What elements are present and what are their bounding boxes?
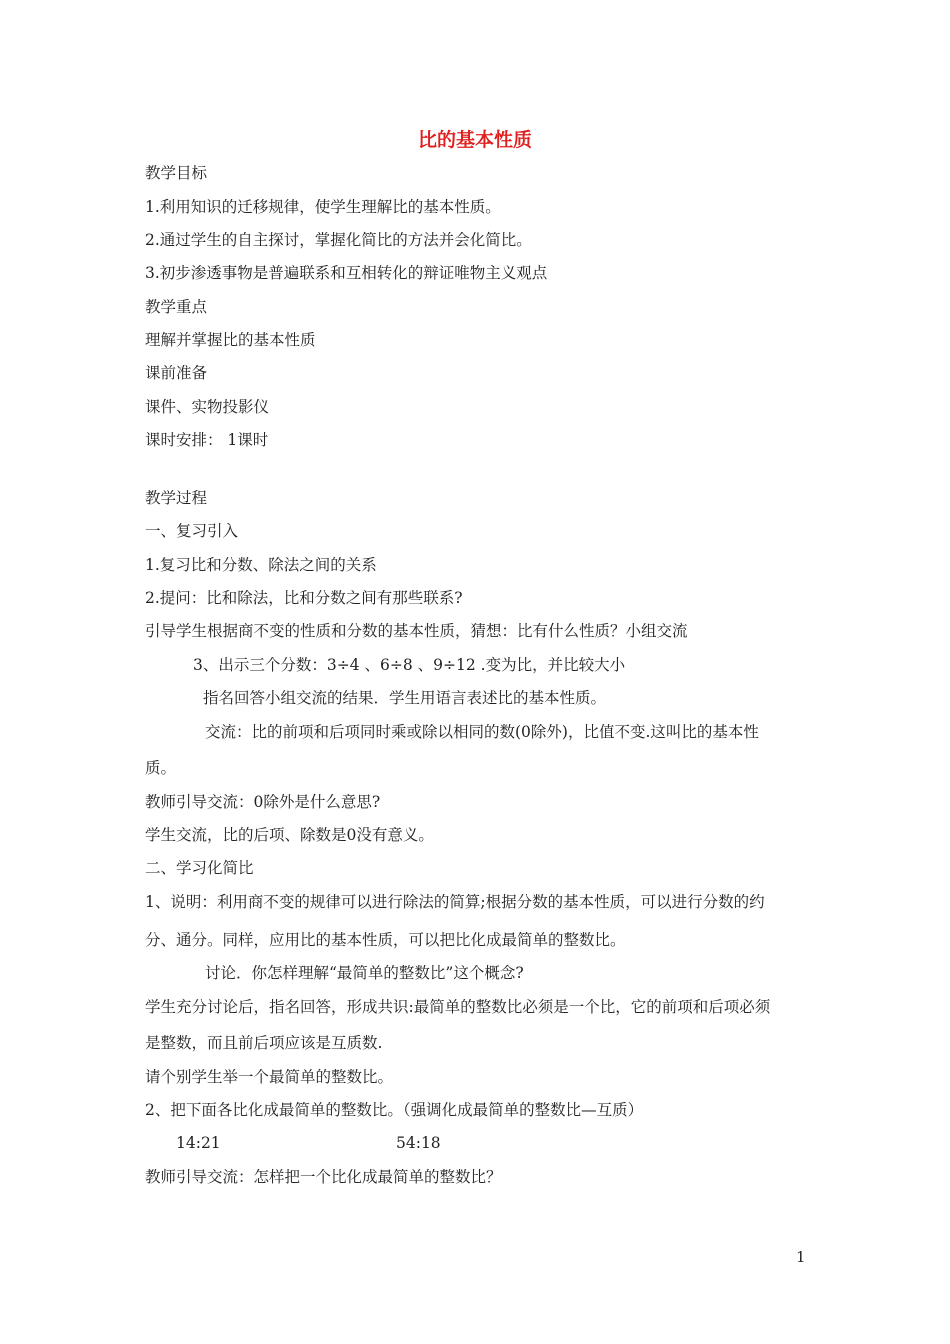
- key-point-text: 理解并掌握比的基本性质: [145, 331, 316, 349]
- heading-teaching-goals: 教学目标: [145, 164, 208, 182]
- paragraph: 分、通分。同样，应用比的基本性质，可以把比化成最简单的整数比。: [145, 931, 626, 949]
- paragraph: 讨论．你怎样理解“最简单的整数比”这个概念?: [205, 964, 524, 982]
- paragraph: 请个别学生举一个最简单的整数比。: [145, 1068, 394, 1086]
- ratio-example-a: 14:21: [176, 1134, 221, 1152]
- ratio-example-b: 54:18: [396, 1134, 441, 1152]
- schedule-text: 课时安排： 1课时: [145, 431, 269, 449]
- paragraph: 2、把下面各比化成最简单的整数比。（强调化成最简单的整数比—互质）: [145, 1101, 644, 1119]
- goal-item-1: 1.利用知识的迁移规律，使学生理解比的基本性质。: [145, 198, 501, 216]
- paragraph: 教师引导交流：0除外是什么意思?: [145, 793, 381, 811]
- section-heading-review: 一、复习引入: [145, 522, 239, 540]
- paragraph: 学生充分讨论后，指名回答，形成共识:最简单的整数比必须是一个比，它的前项和后项必须: [145, 998, 771, 1016]
- paragraph: 引导学生根据商不变的性质和分数的基本性质，猜想：比有什么性质？小组交流: [145, 622, 688, 640]
- heading-preparation: 课前准备: [145, 364, 208, 382]
- paragraph: 质。: [145, 759, 177, 777]
- paragraph: 指名回答小组交流的结果．学生用语言表述比的基本性质。: [203, 689, 607, 707]
- paragraph: 1、说明：利用商不变的规律可以进行除法的简算;根据分数的基本性质，可以进行分数的约: [145, 893, 765, 911]
- paragraph: 教师引导交流：怎样把一个比化成最简单的整数比？: [145, 1168, 502, 1186]
- goal-item-2: 2.通过学生的自主探讨，掌握化简比的方法并会化简比。: [145, 231, 532, 249]
- paragraph: 1.复习比和分数、除法之间的关系: [145, 556, 377, 574]
- heading-teaching-process: 教学过程: [145, 489, 208, 507]
- heading-key-point: 教学重点: [145, 298, 208, 316]
- page-title: 比的基本性质: [417, 129, 532, 151]
- paragraph: 学生交流，比的后项、除数是0没有意义。: [145, 826, 434, 844]
- paragraph: 是整数，而且前后项应该是互质数.: [145, 1034, 383, 1052]
- page-number: 1: [796, 1248, 806, 1266]
- section-heading-simplify: 二、学习化简比: [145, 859, 254, 877]
- paragraph: 2.提问：比和除法，比和分数之间有那些联系?: [145, 589, 463, 607]
- paragraph: 3、出示三个分数：3÷4 、6÷8 、9÷12 .变为比，并比较大小: [193, 656, 626, 674]
- paragraph: 交流：比的前项和后项同时乘或除以相同的数(0除外)，比值不变.这叫比的基本性: [205, 723, 759, 741]
- goal-item-3: 3.初步渗透事物是普遍联系和互相转化的辩证唯物主义观点: [145, 264, 548, 282]
- preparation-text: 课件、实物投影仪: [145, 398, 270, 416]
